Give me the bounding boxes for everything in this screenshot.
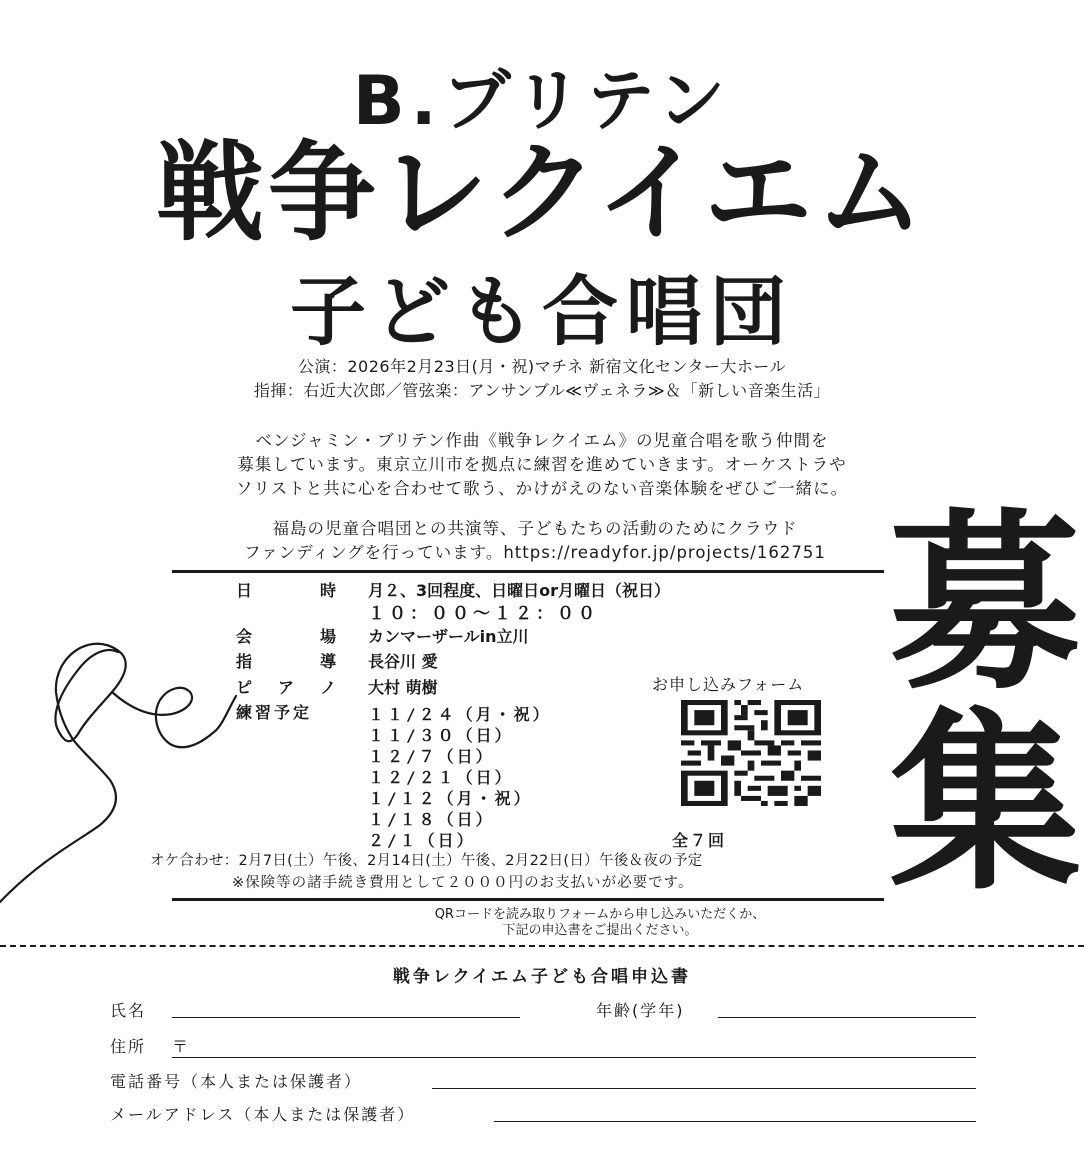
age-field[interactable] (718, 1017, 976, 1018)
schedule-item: １１/２４（月・祝） (368, 705, 552, 724)
conductor-info: 指揮：右近大次郎／管弦楽：アンサンブル≪ヴェネラ≫＆「新しい音楽生活」 (253, 381, 831, 400)
schedule-item: ２/１（日） (368, 831, 476, 850)
name-field[interactable] (172, 1017, 520, 1018)
venue-value: カンマーザールin立川 (368, 627, 529, 646)
instructor-label: 指 導 (236, 652, 336, 671)
age-label: 年齢(学年) (596, 1001, 685, 1020)
form-title: 戦争レクイエム子ども合唱申込書 (392, 967, 692, 987)
name-label: 氏名 (110, 1001, 147, 1020)
composer-name: B.ブリテン (352, 62, 732, 141)
email-label: メールアドレス（本人または保護者） (110, 1105, 416, 1124)
scribble-illustration (0, 630, 260, 910)
schedule-list (368, 704, 552, 851)
crowdfunding-link[interactable]: ファンディングを行っています。https://readyfor.jp/projects/162751 (244, 543, 826, 562)
intro-line: ベンジャミン・ブリテン作曲《戦争レクイエム》の児童合唱を歌う仲間を (255, 431, 829, 450)
recruit-badge (886, 493, 1084, 916)
piano-value: 大村 萌樹 (368, 678, 438, 697)
address-label: 住所 (110, 1037, 147, 1056)
phone-field[interactable] (432, 1088, 976, 1089)
qr-code-icon[interactable] (681, 700, 821, 806)
crowdfunding-line: 福島の児童合唱団との共演等、子どもたちの活動のためにクラウド (272, 519, 798, 538)
performance-info: 公演：2026年2月23日(月・祝)マチネ 新宿文化センター大ホール (297, 357, 787, 376)
piano-label: ピ ア ノ (236, 678, 336, 697)
recruit-char: 集 (889, 693, 1081, 916)
address-field[interactable] (172, 1057, 976, 1058)
postal-mark: 〒 (172, 1037, 191, 1056)
datetime-label: 日 時 (236, 581, 336, 600)
schedule-label: 練習予定 (236, 703, 313, 722)
datetime-value: 月２、3回程度、日曜日or月曜日（祝日） (368, 581, 671, 600)
fee-note: ※保険等の諸手続き費用として２０００円のお支払いが必要です。 (232, 875, 694, 891)
total-sessions: 全７回 (672, 831, 727, 850)
instructor-value: 長谷川 愛 (368, 652, 438, 671)
schedule-item: １１/３０（日） (368, 726, 514, 745)
orchestra-rehearsal-note: オケ合わせ：2月7日(土）午後、2月14日(土）午後、2月22日(日）午後＆夜の予定 (150, 853, 703, 869)
divider (172, 570, 884, 573)
cut-line (0, 945, 1084, 947)
page-subtitle: 子ども合唱団 (290, 267, 794, 356)
schedule-item: １２/７（日） (368, 747, 495, 766)
recruit-char: 募 (889, 493, 1081, 716)
phone-label: 電話番号（本人または保護者） (110, 1072, 363, 1091)
qr-instruction: 下記の申込書をご提出ください。 (502, 923, 698, 938)
time-value: １０：００〜１２：００ (368, 604, 599, 624)
intro-line: 募集しています。東京立川市を拠点に練習を進めていきます。オーケストラや (237, 455, 847, 474)
page-title: 戦争レクイエム (155, 131, 929, 256)
apply-form-label: お申し込みフォーム (652, 675, 805, 694)
qr-instruction: QRコードを読み取りフォームから申し込みいただくか、 (434, 907, 766, 922)
intro-line: ソリストと共に心を合わせて歌う、かけがえのない音楽体験をぜひご一緒に。 (235, 479, 849, 498)
schedule-item: １/１８（日） (368, 810, 495, 829)
schedule-item: １２/２１（日） (368, 768, 514, 787)
divider (172, 898, 884, 901)
email-field[interactable] (494, 1121, 976, 1122)
venue-label: 会 場 (236, 627, 336, 646)
schedule-item: １/１２（月・祝） (368, 789, 533, 808)
